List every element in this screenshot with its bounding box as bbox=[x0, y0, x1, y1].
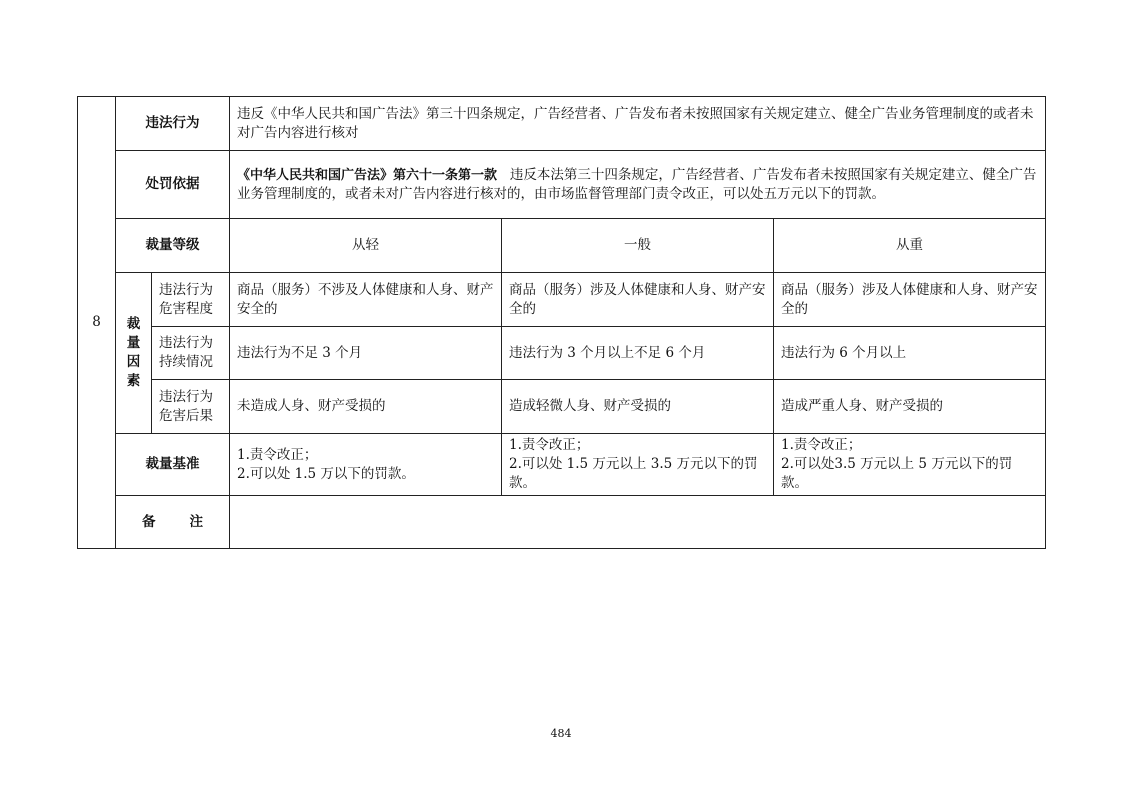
factor-label: 违法行为危害程度 bbox=[152, 273, 230, 327]
factor-cell: 造成轻微人身、财产受损的 bbox=[502, 380, 774, 434]
violation-label: 违法行为 bbox=[116, 97, 230, 151]
violation-row bbox=[78, 97, 1046, 151]
factor-cell: 未造成人身、财产受损的 bbox=[230, 380, 502, 434]
penalty-basis-row bbox=[78, 151, 1046, 219]
factor-cell: 违法行为 6 个月以上 bbox=[774, 327, 1046, 380]
standard-label: 裁量基准 bbox=[116, 434, 230, 496]
factor-row bbox=[78, 273, 1046, 327]
remark-row bbox=[78, 496, 1046, 549]
standard-row bbox=[78, 434, 1046, 496]
factor-cell: 违法行为 3 个月以上不足 6 个月 bbox=[502, 327, 774, 380]
factor-label: 违法行为持续情况 bbox=[152, 327, 230, 380]
levels-label: 裁量等级 bbox=[116, 219, 230, 273]
factor-label: 违法行为危害后果 bbox=[152, 380, 230, 434]
page-number: 484 bbox=[550, 727, 572, 740]
law-title: 《中华人民共和国广告法》第六十一条第一款 bbox=[237, 167, 498, 183]
level-normal: 一般 bbox=[502, 219, 774, 273]
level-light: 从轻 bbox=[230, 219, 502, 273]
levels-row bbox=[78, 219, 1046, 273]
law-text: 违反本法第三十四条规定，广告经营者、广告发布者未按照国家有关规定建立、健全广告业务管理制度的，或者未对广告内容进行核对的，由市场监督管理部门责令改正，可以处五万元以下的罚款。 bbox=[237, 166, 1037, 202]
violation-text: 违反《中华人民共和国广告法》第三十四条规定，广告经营者、广告发布者未按照国家有关规定建立、健全广告业务管理制度的或者未对广告内容进行核对 bbox=[230, 97, 1046, 151]
level-heavy: 从重 bbox=[774, 219, 1046, 273]
factor-cell: 商品（服务）不涉及人体健康和人身、财产安全的 bbox=[230, 273, 502, 327]
penalty-basis-label: 处罚依据 bbox=[116, 151, 230, 219]
factor-cell: 商品（服务）涉及人体健康和人身、财产安全的 bbox=[774, 273, 1046, 327]
penalty-basis-content bbox=[230, 151, 1046, 219]
standard-cell: 1.责令改正； 2.可以处3.5 万元以上 5 万元以下的罚款。 bbox=[774, 434, 1046, 496]
factors-group-label: 裁 量 因 素 bbox=[116, 273, 152, 434]
discretion-standard-table bbox=[77, 96, 1046, 549]
factor-cell: 商品（服务）涉及人体健康和人身、财产安全的 bbox=[502, 273, 774, 327]
remark-content bbox=[230, 496, 1046, 549]
factor-cell: 造成严重人身、财产受损的 bbox=[774, 380, 1046, 434]
standard-cell: 1.责令改正； 2.可以处 1.5 万元以上 3.5 万元以下的罚款。 bbox=[502, 434, 774, 496]
factor-cell: 违法行为不足 3 个月 bbox=[230, 327, 502, 380]
remark-label: 备 注 bbox=[116, 496, 230, 549]
standard-cell: 1.责令改正； 2.可以处 1.5 万以下的罚款。 bbox=[230, 434, 502, 496]
row-number: 8 bbox=[78, 97, 116, 549]
factor-row bbox=[78, 327, 1046, 380]
factor-row bbox=[78, 380, 1046, 434]
